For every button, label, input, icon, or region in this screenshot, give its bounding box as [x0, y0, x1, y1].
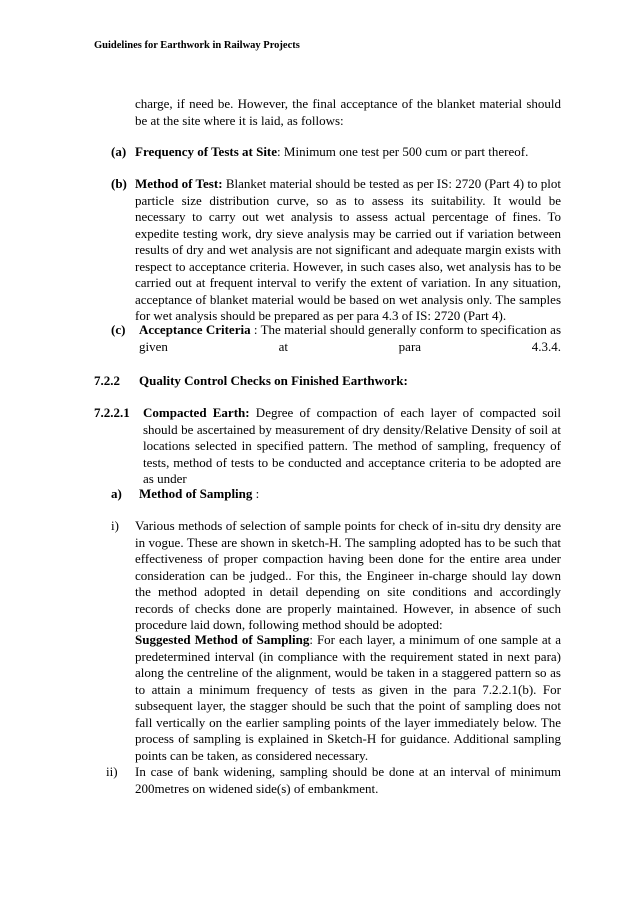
item-c-text: : The material should generally conform to specification as given at para 4.3.4.: [139, 322, 561, 354]
section-7221-text: Degree of compaction of each layer of compacted soil should be ascertained by measurement of dry density/Relative Density of soil at locations selected in specified pattern. The method of sampling, frequency of tests, method of tests to be conducted and acceptance criteria to be adopted are as under: [143, 405, 561, 486]
point-ii-label: ii): [106, 764, 118, 779]
item-b-paragraph: [135, 176, 561, 325]
item-c-paragraph-line1: [139, 322, 561, 355]
suggested-method-title: Suggested Method of Sampling: [135, 632, 310, 647]
running-header: Guidelines for Earthwork in Railway Projects: [94, 40, 300, 51]
sampling-title: Method of Sampling: [139, 486, 253, 501]
item-a-title: Frequency of Tests at Site: [135, 144, 278, 159]
section-7221-paragraph: [143, 405, 561, 488]
sampling-label: a): [111, 486, 122, 501]
item-b-label: (b): [111, 176, 127, 191]
item-b-title: Method of Test:: [135, 176, 223, 191]
suggested-method-text: : For each layer, a minimum of one sample at a predetermined interval (in compliance with the requirement stated in next para) along the centreline of the alignment, would be taken in a staggered pattern so as to attain a minimum frequency of tests as given in the para 7.2.2.1(b). For subsequent layer, the stagger should be such that the point of sampling does not fall vertically on the earlier sampling points of the layer immediately below. The process of sampling is explained in Sketch-H for guidance. Additional sampling points can be taken, as considered necessary.: [135, 632, 561, 763]
item-c-label: (c): [111, 322, 126, 337]
sampling-suffix: :: [252, 486, 260, 501]
item-a-text: : Minimum one test per 500 cum or part thereof.: [277, 144, 529, 159]
item-a-label: (a): [111, 144, 127, 159]
item-b-text: Blanket material should be tested as per IS: 2720 (Part 4) to plot particle size distribution curve, so as to assess its suitability. It would be necessary to carry out wet analysis to assess actual percentage of fines. To expedite testing work, dry sieve analysis may be carried out if variation between results of dry and wet analysis are not significant and adequate margin exists with respect to acceptance criteria. However, in such cases also, wet analysis has to be carried out at frequent interval to verify the extent of variation. In any situation, acceptance of blanket material would be based on wet analysis only. The samples for wet analysis should be prepared as per para 4.3 of IS: 2720 (Part 4).: [135, 176, 561, 323]
item-a-paragraph: [135, 144, 561, 161]
section-722-title: Quality Control Checks on Finished Earthwork:: [139, 373, 408, 388]
point-i-label: i): [111, 518, 119, 533]
suggested-method-paragraph: [135, 632, 561, 764]
section-7221-number: 7.2.2.1: [94, 405, 130, 420]
intro-paragraph: charge, if need be. However, the final acceptance of the blanket material should be at the site where it is laid, as follows:: [135, 96, 561, 128]
sampling-heading: [139, 486, 259, 503]
section-7221-title: Compacted Earth:: [143, 405, 250, 420]
point-ii-paragraph: In case of bank widening, sampling should be done at an interval of minimum 200metres on widened side(s) of embankment.: [135, 764, 561, 796]
point-i-paragraph: Various methods of selection of sample points for check of in-situ dry density are in vogue. These are shown in sketch-H. The sampling adopted has to be such that effectiveness of proper compaction having been done for the entire area under consideration can be judged.. For this, the Engineer in-charge should lay down the method adopted in detail depending on site conditions and accordingly records of checks done are properly maintained. However, in absence of such procedure laid down, following method should be adopted:: [135, 518, 561, 632]
section-722-number: 7.2.2: [94, 373, 120, 388]
item-c-title: Acceptance Criteria: [139, 322, 251, 337]
